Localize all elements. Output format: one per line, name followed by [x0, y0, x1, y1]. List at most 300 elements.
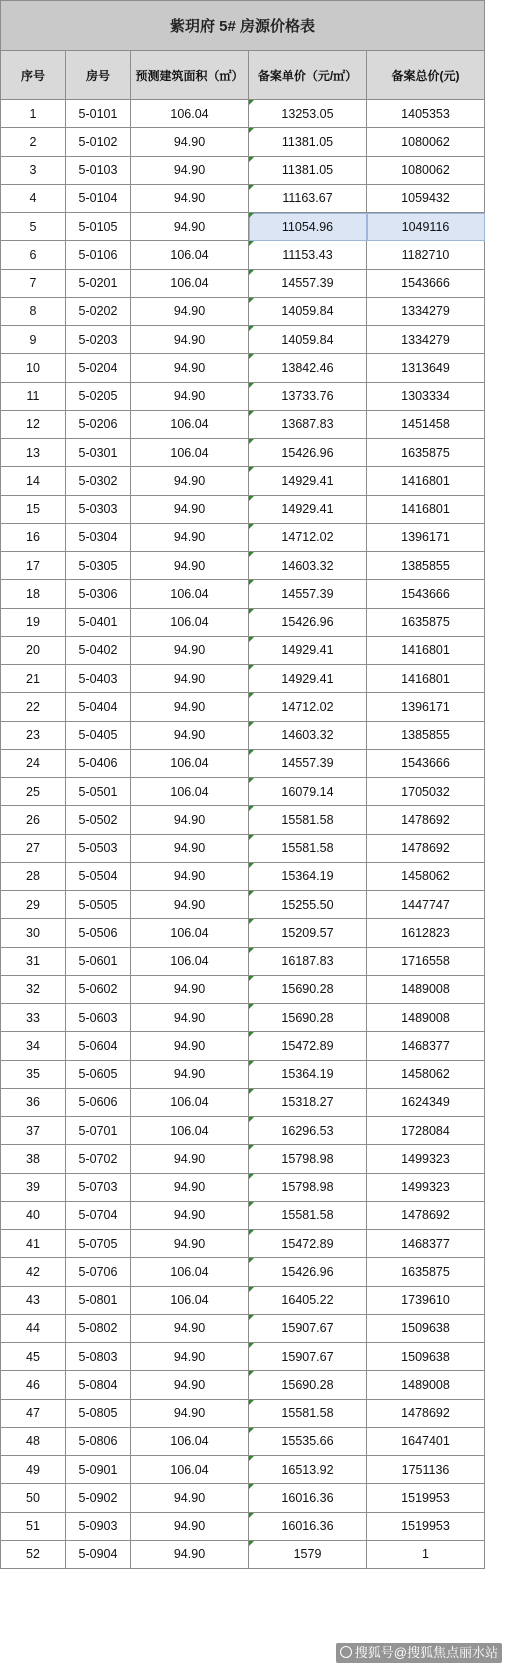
cell-area[interactable]: 94.90: [131, 184, 249, 212]
table-row[interactable]: [1, 1088, 485, 1116]
table-row[interactable]: [1, 1512, 485, 1540]
cell-area[interactable]: 106.04: [131, 1427, 249, 1455]
cell-room[interactable]: 5-0501: [66, 778, 131, 806]
cell-seq[interactable]: 22: [1, 693, 66, 721]
cell-unit-price[interactable]: 16187.83: [249, 947, 367, 975]
table-row[interactable]: [1, 297, 485, 325]
cell-area[interactable]: 106.04: [131, 608, 249, 636]
cell-seq[interactable]: 26: [1, 806, 66, 834]
cell-room[interactable]: 5-0701: [66, 1117, 131, 1145]
cell-seq[interactable]: 46: [1, 1371, 66, 1399]
cell-seq[interactable]: 41: [1, 1230, 66, 1258]
cell-seq[interactable]: 17: [1, 552, 66, 580]
cell-seq[interactable]: 25: [1, 778, 66, 806]
cell-total-price[interactable]: 1751136: [367, 1456, 485, 1484]
cell-room[interactable]: 5-0304: [66, 523, 131, 551]
cell-total-price[interactable]: 1543666: [367, 749, 485, 777]
cell-room[interactable]: 5-0902: [66, 1484, 131, 1512]
cell-unit-price[interactable]: 16016.36: [249, 1512, 367, 1540]
cell-seq[interactable]: 44: [1, 1314, 66, 1342]
cell-area[interactable]: 94.90: [131, 156, 249, 184]
header-unit-price[interactable]: 备案单价（元/㎡）: [249, 51, 367, 100]
cell-unit-price[interactable]: 1579: [249, 1540, 367, 1568]
cell-unit-price[interactable]: 15907.67: [249, 1343, 367, 1371]
cell-area[interactable]: 94.90: [131, 1173, 249, 1201]
cell-unit-price[interactable]: 15318.27: [249, 1088, 367, 1116]
table-row[interactable]: [1, 1201, 485, 1229]
cell-total-price[interactable]: 1396171: [367, 693, 485, 721]
cell-room[interactable]: 5-0106: [66, 241, 131, 269]
cell-total-price[interactable]: 1624349: [367, 1088, 485, 1116]
cell-room[interactable]: 5-0101: [66, 100, 131, 128]
cell-total-price[interactable]: 1635875: [367, 439, 485, 467]
cell-room[interactable]: 5-0306: [66, 580, 131, 608]
table-row[interactable]: [1, 354, 485, 382]
cell-area[interactable]: 94.90: [131, 693, 249, 721]
cell-seq[interactable]: 10: [1, 354, 66, 382]
table-row[interactable]: [1, 1004, 485, 1032]
table-row[interactable]: [1, 1032, 485, 1060]
table-row[interactable]: [1, 128, 485, 156]
cell-seq[interactable]: 35: [1, 1060, 66, 1088]
cell-area[interactable]: 94.90: [131, 297, 249, 325]
cell-seq[interactable]: 31: [1, 947, 66, 975]
cell-unit-price[interactable]: 11153.43: [249, 241, 367, 269]
table-row[interactable]: [1, 1258, 485, 1286]
cell-seq[interactable]: 7: [1, 269, 66, 297]
cell-total-price[interactable]: 1635875: [367, 1258, 485, 1286]
cell-unit-price[interactable]: 13687.83: [249, 410, 367, 438]
cell-total-price[interactable]: 1416801: [367, 636, 485, 664]
cell-room[interactable]: 5-0404: [66, 693, 131, 721]
table-row[interactable]: [1, 1399, 485, 1427]
cell-unit-price[interactable]: 14929.41: [249, 636, 367, 664]
cell-total-price[interactable]: 1059432: [367, 184, 485, 212]
cell-unit-price[interactable]: 15690.28: [249, 975, 367, 1003]
cell-unit-price[interactable]: 15581.58: [249, 1399, 367, 1427]
cell-area[interactable]: 106.04: [131, 919, 249, 947]
cell-unit-price[interactable]: 11381.05: [249, 156, 367, 184]
cell-area[interactable]: 106.04: [131, 241, 249, 269]
table-row[interactable]: [1, 749, 485, 777]
cell-area[interactable]: 106.04: [131, 100, 249, 128]
cell-area[interactable]: 106.04: [131, 1286, 249, 1314]
cell-seq[interactable]: 36: [1, 1088, 66, 1116]
table-row[interactable]: [1, 947, 485, 975]
cell-area[interactable]: 94.90: [131, 1032, 249, 1060]
cell-room[interactable]: 5-0504: [66, 862, 131, 890]
table-row[interactable]: [1, 326, 485, 354]
table-row[interactable]: [1, 834, 485, 862]
cell-seq[interactable]: 48: [1, 1427, 66, 1455]
table-row[interactable]: [1, 184, 485, 212]
cell-room[interactable]: 5-0502: [66, 806, 131, 834]
cell-unit-price[interactable]: 16079.14: [249, 778, 367, 806]
cell-area[interactable]: 94.90: [131, 975, 249, 1003]
cell-seq[interactable]: 33: [1, 1004, 66, 1032]
cell-unit-price[interactable]: 11381.05: [249, 128, 367, 156]
header-area[interactable]: 预测建筑面积（㎡）: [131, 51, 249, 100]
cell-seq[interactable]: 30: [1, 919, 66, 947]
cell-seq[interactable]: 16: [1, 523, 66, 551]
cell-total-price[interactable]: 1303334: [367, 382, 485, 410]
cell-total-price[interactable]: 1405353: [367, 100, 485, 128]
cell-total-price[interactable]: 1: [367, 1540, 485, 1568]
table-row[interactable]: [1, 552, 485, 580]
table-row[interactable]: [1, 213, 485, 241]
cell-unit-price[interactable]: 15798.98: [249, 1173, 367, 1201]
cell-unit-price[interactable]: 14603.32: [249, 552, 367, 580]
cell-total-price[interactable]: 1489008: [367, 975, 485, 1003]
cell-total-price[interactable]: 1478692: [367, 834, 485, 862]
cell-area[interactable]: 94.90: [131, 382, 249, 410]
cell-total-price[interactable]: 1385855: [367, 721, 485, 749]
table-row[interactable]: [1, 1427, 485, 1455]
cell-total-price[interactable]: 1447747: [367, 891, 485, 919]
cell-total-price[interactable]: 1519953: [367, 1512, 485, 1540]
table-row[interactable]: [1, 862, 485, 890]
cell-seq[interactable]: 18: [1, 580, 66, 608]
cell-seq[interactable]: 27: [1, 834, 66, 862]
cell-total-price[interactable]: 1458062: [367, 1060, 485, 1088]
cell-total-price[interactable]: 1739610: [367, 1286, 485, 1314]
cell-seq[interactable]: 40: [1, 1201, 66, 1229]
cell-area[interactable]: 94.90: [131, 1314, 249, 1342]
cell-room[interactable]: 5-0505: [66, 891, 131, 919]
cell-room[interactable]: 5-0105: [66, 213, 131, 241]
table-row[interactable]: [1, 580, 485, 608]
cell-total-price[interactable]: 1612823: [367, 919, 485, 947]
cell-seq[interactable]: 2: [1, 128, 66, 156]
cell-unit-price[interactable]: 11054.96: [249, 213, 367, 241]
cell-seq[interactable]: 6: [1, 241, 66, 269]
cell-area[interactable]: 94.90: [131, 862, 249, 890]
cell-seq[interactable]: 43: [1, 1286, 66, 1314]
cell-room[interactable]: 5-0303: [66, 495, 131, 523]
cell-total-price[interactable]: 1543666: [367, 269, 485, 297]
table-row[interactable]: [1, 1343, 485, 1371]
cell-unit-price[interactable]: 15426.96: [249, 608, 367, 636]
table-row[interactable]: [1, 778, 485, 806]
cell-area[interactable]: 94.90: [131, 1540, 249, 1568]
cell-room[interactable]: 5-0204: [66, 354, 131, 382]
cell-unit-price[interactable]: 13733.76: [249, 382, 367, 410]
cell-room[interactable]: 5-0606: [66, 1088, 131, 1116]
cell-room[interactable]: 5-0506: [66, 919, 131, 947]
cell-unit-price[interactable]: 16405.22: [249, 1286, 367, 1314]
cell-area[interactable]: 94.90: [131, 213, 249, 241]
cell-seq[interactable]: 13: [1, 439, 66, 467]
cell-total-price[interactable]: 1049116: [367, 213, 485, 241]
cell-total-price[interactable]: 1728084: [367, 1117, 485, 1145]
table-row[interactable]: [1, 1230, 485, 1258]
cell-seq[interactable]: 3: [1, 156, 66, 184]
cell-total-price[interactable]: 1313649: [367, 354, 485, 382]
cell-room[interactable]: 5-0202: [66, 297, 131, 325]
cell-room[interactable]: 5-0602: [66, 975, 131, 1003]
cell-area[interactable]: 94.90: [131, 1371, 249, 1399]
cell-total-price[interactable]: 1716558: [367, 947, 485, 975]
cell-room[interactable]: 5-0904: [66, 1540, 131, 1568]
cell-total-price[interactable]: 1385855: [367, 552, 485, 580]
cell-area[interactable]: 94.90: [131, 495, 249, 523]
cell-seq[interactable]: 45: [1, 1343, 66, 1371]
cell-area[interactable]: 94.90: [131, 552, 249, 580]
cell-room[interactable]: 5-0104: [66, 184, 131, 212]
cell-area[interactable]: 106.04: [131, 1456, 249, 1484]
cell-area[interactable]: 94.90: [131, 467, 249, 495]
cell-seq[interactable]: 21: [1, 665, 66, 693]
cell-room[interactable]: 5-0803: [66, 1343, 131, 1371]
cell-area[interactable]: 94.90: [131, 1343, 249, 1371]
cell-seq[interactable]: 42: [1, 1258, 66, 1286]
cell-total-price[interactable]: 1543666: [367, 580, 485, 608]
cell-total-price[interactable]: 1519953: [367, 1484, 485, 1512]
cell-room[interactable]: 5-0806: [66, 1427, 131, 1455]
table-row[interactable]: [1, 1371, 485, 1399]
cell-area[interactable]: 94.90: [131, 354, 249, 382]
cell-room[interactable]: 5-0403: [66, 665, 131, 693]
cell-unit-price[interactable]: 15581.58: [249, 1201, 367, 1229]
table-row[interactable]: [1, 1456, 485, 1484]
cell-seq[interactable]: 23: [1, 721, 66, 749]
cell-area[interactable]: 106.04: [131, 1258, 249, 1286]
cell-total-price[interactable]: 1489008: [367, 1371, 485, 1399]
cell-seq[interactable]: 20: [1, 636, 66, 664]
cell-area[interactable]: 94.90: [131, 1512, 249, 1540]
cell-unit-price[interactable]: 14929.41: [249, 467, 367, 495]
table-row[interactable]: [1, 382, 485, 410]
cell-room[interactable]: 5-0705: [66, 1230, 131, 1258]
cell-area[interactable]: 106.04: [131, 410, 249, 438]
cell-area[interactable]: 94.90: [131, 523, 249, 551]
header-room[interactable]: 房号: [66, 51, 131, 100]
cell-total-price[interactable]: 1416801: [367, 495, 485, 523]
cell-total-price[interactable]: 1489008: [367, 1004, 485, 1032]
cell-area[interactable]: 106.04: [131, 580, 249, 608]
table-row[interactable]: [1, 495, 485, 523]
cell-unit-price[interactable]: 14712.02: [249, 693, 367, 721]
cell-area[interactable]: 94.90: [131, 891, 249, 919]
cell-area[interactable]: 106.04: [131, 269, 249, 297]
table-row[interactable]: [1, 523, 485, 551]
table-row[interactable]: [1, 269, 485, 297]
cell-seq[interactable]: 50: [1, 1484, 66, 1512]
cell-seq[interactable]: 34: [1, 1032, 66, 1060]
cell-seq[interactable]: 9: [1, 326, 66, 354]
cell-unit-price[interactable]: 15535.66: [249, 1427, 367, 1455]
cell-unit-price[interactable]: 15581.58: [249, 806, 367, 834]
cell-room[interactable]: 5-0802: [66, 1314, 131, 1342]
table-row[interactable]: [1, 636, 485, 664]
cell-room[interactable]: 5-0406: [66, 749, 131, 777]
cell-seq[interactable]: 1: [1, 100, 66, 128]
table-row[interactable]: [1, 1286, 485, 1314]
table-row[interactable]: [1, 1173, 485, 1201]
cell-seq[interactable]: 47: [1, 1399, 66, 1427]
cell-total-price[interactable]: 1478692: [367, 1201, 485, 1229]
table-row[interactable]: [1, 1314, 485, 1342]
cell-unit-price[interactable]: 13253.05: [249, 100, 367, 128]
cell-area[interactable]: 94.90: [131, 636, 249, 664]
cell-unit-price[interactable]: 11163.67: [249, 184, 367, 212]
table-row[interactable]: [1, 665, 485, 693]
cell-area[interactable]: 94.90: [131, 665, 249, 693]
cell-area[interactable]: 94.90: [131, 128, 249, 156]
cell-total-price[interactable]: 1647401: [367, 1427, 485, 1455]
cell-total-price[interactable]: 1478692: [367, 806, 485, 834]
cell-seq[interactable]: 19: [1, 608, 66, 636]
cell-unit-price[interactable]: 14059.84: [249, 326, 367, 354]
cell-total-price[interactable]: 1334279: [367, 297, 485, 325]
cell-area[interactable]: 106.04: [131, 1088, 249, 1116]
cell-seq[interactable]: 32: [1, 975, 66, 1003]
cell-unit-price[interactable]: 15209.57: [249, 919, 367, 947]
table-row[interactable]: [1, 156, 485, 184]
table-row[interactable]: [1, 806, 485, 834]
cell-unit-price[interactable]: 14557.39: [249, 269, 367, 297]
cell-unit-price[interactable]: 14712.02: [249, 523, 367, 551]
table-row[interactable]: [1, 241, 485, 269]
cell-total-price[interactable]: 1478692: [367, 1399, 485, 1427]
table-row[interactable]: [1, 1117, 485, 1145]
cell-room[interactable]: 5-0302: [66, 467, 131, 495]
cell-total-price[interactable]: 1499323: [367, 1173, 485, 1201]
cell-seq[interactable]: 11: [1, 382, 66, 410]
table-row[interactable]: [1, 919, 485, 947]
cell-area[interactable]: 94.90: [131, 1399, 249, 1427]
table-row[interactable]: [1, 410, 485, 438]
cell-total-price[interactable]: 1509638: [367, 1343, 485, 1371]
cell-area[interactable]: 106.04: [131, 749, 249, 777]
cell-area[interactable]: 94.90: [131, 1060, 249, 1088]
cell-room[interactable]: 5-0801: [66, 1286, 131, 1314]
cell-total-price[interactable]: 1509638: [367, 1314, 485, 1342]
cell-seq[interactable]: 5: [1, 213, 66, 241]
cell-seq[interactable]: 29: [1, 891, 66, 919]
cell-unit-price[interactable]: 15472.89: [249, 1230, 367, 1258]
cell-area[interactable]: 94.90: [131, 721, 249, 749]
cell-seq[interactable]: 52: [1, 1540, 66, 1568]
cell-seq[interactable]: 49: [1, 1456, 66, 1484]
cell-total-price[interactable]: 1182710: [367, 241, 485, 269]
table-row[interactable]: [1, 1145, 485, 1173]
cell-seq[interactable]: 37: [1, 1117, 66, 1145]
table-row[interactable]: [1, 439, 485, 467]
cell-total-price[interactable]: 1468377: [367, 1032, 485, 1060]
cell-room[interactable]: 5-0205: [66, 382, 131, 410]
cell-unit-price[interactable]: 16513.92: [249, 1456, 367, 1484]
cell-area[interactable]: 94.90: [131, 806, 249, 834]
cell-seq[interactable]: 8: [1, 297, 66, 325]
cell-room[interactable]: 5-0601: [66, 947, 131, 975]
cell-room[interactable]: 5-0402: [66, 636, 131, 664]
table-row[interactable]: [1, 467, 485, 495]
cell-unit-price[interactable]: 15690.28: [249, 1004, 367, 1032]
cell-area[interactable]: 94.90: [131, 1004, 249, 1032]
cell-room[interactable]: 5-0702: [66, 1145, 131, 1173]
cell-seq[interactable]: 12: [1, 410, 66, 438]
cell-unit-price[interactable]: 14059.84: [249, 297, 367, 325]
cell-room[interactable]: 5-0604: [66, 1032, 131, 1060]
cell-unit-price[interactable]: 15472.89: [249, 1032, 367, 1060]
cell-total-price[interactable]: 1451458: [367, 410, 485, 438]
cell-area[interactable]: 94.90: [131, 326, 249, 354]
cell-area[interactable]: 106.04: [131, 439, 249, 467]
cell-room[interactable]: 5-0703: [66, 1173, 131, 1201]
cell-room[interactable]: 5-0301: [66, 439, 131, 467]
header-seq[interactable]: 序号: [1, 51, 66, 100]
cell-room[interactable]: 5-0903: [66, 1512, 131, 1540]
cell-area[interactable]: 94.90: [131, 1484, 249, 1512]
cell-seq[interactable]: 24: [1, 749, 66, 777]
cell-total-price[interactable]: 1080062: [367, 156, 485, 184]
cell-room[interactable]: 5-0401: [66, 608, 131, 636]
cell-total-price[interactable]: 1080062: [367, 128, 485, 156]
cell-room[interactable]: 5-0805: [66, 1399, 131, 1427]
cell-unit-price[interactable]: 14603.32: [249, 721, 367, 749]
cell-total-price[interactable]: 1416801: [367, 467, 485, 495]
table-row[interactable]: [1, 975, 485, 1003]
cell-room[interactable]: 5-0901: [66, 1456, 131, 1484]
cell-room[interactable]: 5-0804: [66, 1371, 131, 1399]
cell-room[interactable]: 5-0102: [66, 128, 131, 156]
table-row[interactable]: [1, 693, 485, 721]
cell-total-price[interactable]: 1458062: [367, 862, 485, 890]
cell-room[interactable]: 5-0603: [66, 1004, 131, 1032]
cell-seq[interactable]: 28: [1, 862, 66, 890]
cell-area[interactable]: 94.90: [131, 1230, 249, 1258]
cell-seq[interactable]: 14: [1, 467, 66, 495]
cell-total-price[interactable]: 1396171: [367, 523, 485, 551]
table-row[interactable]: [1, 721, 485, 749]
table-row[interactable]: [1, 100, 485, 128]
cell-area[interactable]: 94.90: [131, 834, 249, 862]
cell-unit-price[interactable]: 15255.50: [249, 891, 367, 919]
cell-unit-price[interactable]: 14929.41: [249, 495, 367, 523]
cell-unit-price[interactable]: 15364.19: [249, 1060, 367, 1088]
table-row[interactable]: [1, 891, 485, 919]
cell-unit-price[interactable]: 15907.67: [249, 1314, 367, 1342]
cell-total-price[interactable]: 1499323: [367, 1145, 485, 1173]
cell-unit-price[interactable]: 15364.19: [249, 862, 367, 890]
cell-room[interactable]: 5-0206: [66, 410, 131, 438]
cell-area[interactable]: 106.04: [131, 778, 249, 806]
cell-unit-price[interactable]: 15426.96: [249, 439, 367, 467]
cell-total-price[interactable]: 1635875: [367, 608, 485, 636]
cell-room[interactable]: 5-0305: [66, 552, 131, 580]
cell-seq[interactable]: 39: [1, 1173, 66, 1201]
table-row[interactable]: [1, 608, 485, 636]
table-row[interactable]: [1, 1484, 485, 1512]
cell-room[interactable]: 5-0103: [66, 156, 131, 184]
cell-total-price[interactable]: 1705032: [367, 778, 485, 806]
cell-room[interactable]: 5-0605: [66, 1060, 131, 1088]
cell-unit-price[interactable]: 14929.41: [249, 665, 367, 693]
cell-unit-price[interactable]: 14557.39: [249, 580, 367, 608]
cell-seq[interactable]: 51: [1, 1512, 66, 1540]
cell-total-price[interactable]: 1468377: [367, 1230, 485, 1258]
cell-unit-price[interactable]: 13842.46: [249, 354, 367, 382]
cell-room[interactable]: 5-0201: [66, 269, 131, 297]
header-total-price[interactable]: 备案总价(元): [367, 51, 485, 100]
cell-room[interactable]: 5-0405: [66, 721, 131, 749]
cell-unit-price[interactable]: 16016.36: [249, 1484, 367, 1512]
cell-seq[interactable]: 4: [1, 184, 66, 212]
cell-room[interactable]: 5-0706: [66, 1258, 131, 1286]
table-row[interactable]: [1, 1540, 485, 1568]
cell-area[interactable]: 94.90: [131, 1145, 249, 1173]
